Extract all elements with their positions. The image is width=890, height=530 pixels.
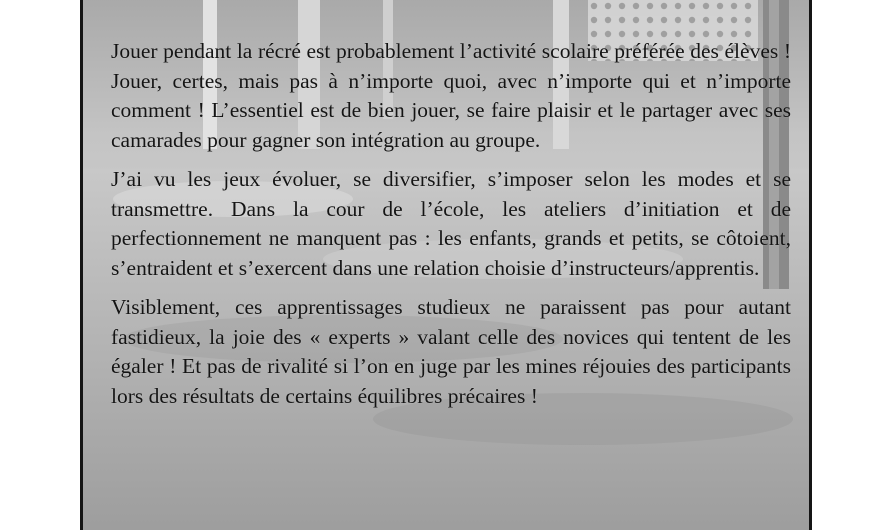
paragraph-2: J’ai vu les jeux évoluer, se diversifier, s’imposer selon les modes et se transmettre. Dans la cour de l’école, les ateliers d’initiation et de perfectionnement ne manquent pas : les enfants, grands et petits, se côtoient, s’entraident et s’exercent dans une relation choisie d’instructeurs/apprentis. [111,167,791,280]
paragraph-1: Jouer pendant la récré est probablement l’activité scolaire préférée des élèves ! Jouer, certes, mais pas à n’importe quoi, avec n’importe qui et n’importe comment ! L’essentiel est de bien jouer, se faire plaisir et le partager avec ses camarades pour gagner son intégration au groupe. [111,39,791,152]
paragraph-3: Visiblement, ces apprentissages studieux ne paraissent pas pour autant fastidieux, la joie des « experts » valant celle des novices qui tentent de les égaler ! Et pas de rivalité si l’on en juge par les mines réjouies des participants lors des résultats de certains équilibres précaires ! [111,295,791,408]
article-text [111,37,791,421]
text-frame [80,0,812,530]
